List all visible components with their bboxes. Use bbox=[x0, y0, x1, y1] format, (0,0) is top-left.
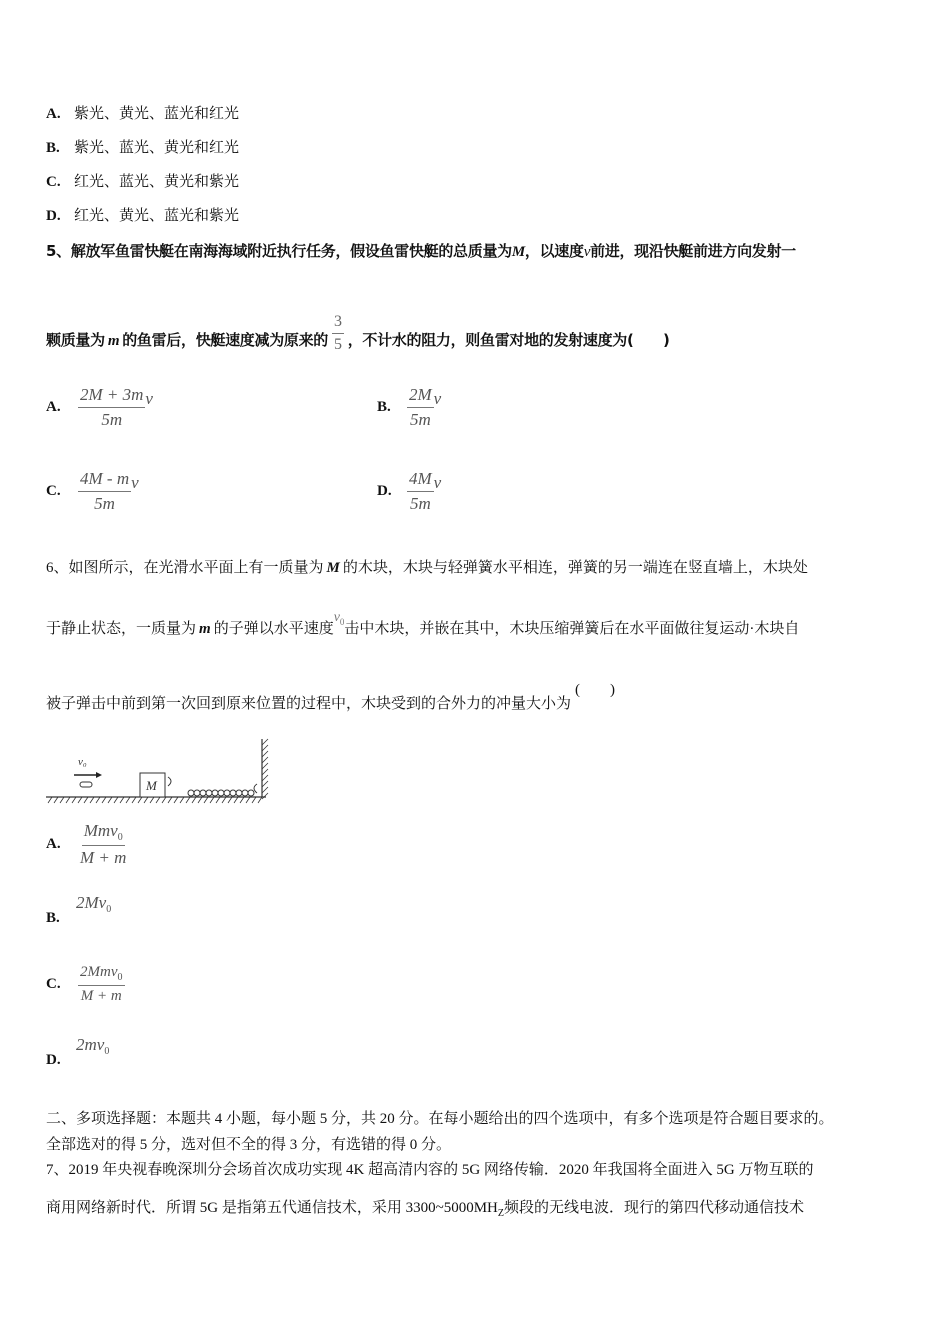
option-label: D. bbox=[46, 208, 61, 224]
v0-sub: 0 bbox=[339, 617, 345, 627]
frac-num: 4M - m bbox=[78, 469, 131, 492]
q4-option-c bbox=[46, 170, 239, 191]
q5-text: 的鱼雷后，快艇速度减为原来的 bbox=[122, 331, 328, 349]
option-label: B. bbox=[46, 910, 60, 926]
q5-option-c bbox=[46, 469, 139, 514]
expr-base: 2mv bbox=[76, 1035, 105, 1054]
q7-stem-line1: 7、2019 年央视春晚深圳分会场首次成功实现 4K 超高清内容的 5G 网络传输．2020 年我国将全面进入 5G 万物互联的 bbox=[46, 1162, 814, 1178]
option-label: D. bbox=[46, 1052, 61, 1068]
q4-option-a bbox=[46, 102, 239, 123]
var-v: v bbox=[433, 388, 442, 408]
answer-blank: ( ) bbox=[575, 682, 616, 698]
q6-figure bbox=[44, 735, 272, 807]
q6-text: 的子弹以水平速度 bbox=[213, 621, 334, 637]
frac-den: 5m bbox=[409, 410, 431, 429]
q6-option-c bbox=[46, 964, 125, 1005]
var-v0 bbox=[334, 610, 345, 625]
var-v: v bbox=[583, 244, 591, 260]
var-m: m bbox=[199, 621, 211, 637]
frac-num: 2M bbox=[407, 385, 434, 408]
option-fraction bbox=[407, 385, 434, 430]
frac-num bbox=[78, 964, 125, 986]
q6-stem-line3 bbox=[46, 682, 616, 713]
option-text: 红光、黄光、蓝光和紫光 bbox=[74, 208, 240, 224]
q5-text: 5、解放军鱼雷快艇在南海海域附近执行任务，假设鱼雷快艇的总质量为 bbox=[46, 242, 512, 260]
q5-stem-line2 bbox=[46, 300, 670, 353]
q6-text: 于静止状态，一质量为 bbox=[46, 621, 197, 637]
option-expr bbox=[76, 893, 111, 915]
option-text: 紫光、黄光、蓝光和红光 bbox=[74, 106, 240, 122]
num-base: Mmv bbox=[83, 821, 118, 840]
q5-option-b bbox=[377, 385, 441, 430]
expr-sub: 0 bbox=[104, 1046, 110, 1057]
q6-text: 的木块，木块与轻弹簧水平相连，弹簧的另一端连在竖直墙上，木块处 bbox=[342, 560, 808, 576]
option-fraction bbox=[407, 469, 434, 514]
option-label: A. bbox=[46, 106, 61, 122]
option-label: A. bbox=[46, 399, 61, 415]
q5-text: ，以速度 bbox=[524, 242, 584, 260]
var-v: v bbox=[131, 472, 139, 492]
q6-text: 击中木块，并嵌在其中，木块压缩弹簧后在水平面做往复运动·木块自 bbox=[344, 621, 800, 637]
q6-option-b bbox=[46, 893, 112, 927]
q6-option-a bbox=[46, 821, 128, 868]
var-M: M bbox=[511, 244, 525, 260]
frac-den: 5m bbox=[101, 410, 123, 429]
q5-option-a bbox=[46, 385, 153, 430]
section2-instructions-line1: 二、多项选择题：本题共 4 小题，每小题 5 分，共 20 分。在每小题给出的四个选项中，有多个选项是符合题目要求的。 bbox=[46, 1111, 834, 1127]
num-sub: 0 bbox=[117, 972, 123, 983]
frac-den: 5m bbox=[409, 494, 431, 513]
frac-den: 5 bbox=[334, 336, 342, 353]
v0-base: v bbox=[333, 610, 340, 625]
q5-text: ，不计水的阻力，则鱼雷对地的发射速度为( ) bbox=[347, 331, 670, 349]
frac-den: 5m bbox=[94, 494, 115, 513]
velocity-label: v₀ bbox=[78, 756, 87, 768]
q7-text: 频段的无线电波．现行的第四代移动通信技术 bbox=[503, 1200, 804, 1216]
option-expr bbox=[76, 1035, 109, 1057]
q6-option-d bbox=[46, 1035, 110, 1069]
option-label: D. bbox=[377, 483, 392, 499]
var-v: v bbox=[433, 472, 442, 492]
q5-text: 颗质量为 bbox=[46, 331, 105, 349]
q6-stem-line2 bbox=[46, 610, 800, 639]
frac-num: 2M + 3m bbox=[78, 385, 145, 408]
frac-num bbox=[82, 821, 125, 846]
section2-instructions-line2: 全部选对的得 5 分，选对但不全的得 3 分，有选错的得 0 分。 bbox=[46, 1137, 452, 1153]
expr-base: 2Mv bbox=[76, 893, 107, 912]
frac-den: M + m bbox=[80, 988, 122, 1004]
option-fraction bbox=[78, 385, 145, 430]
expr-sub: 0 bbox=[106, 904, 112, 915]
q5-stem-line1 bbox=[46, 240, 796, 261]
q7-stem-line2 bbox=[46, 1196, 804, 1219]
q4-option-b bbox=[46, 136, 239, 157]
var-v: v bbox=[145, 388, 153, 408]
q5-text: 前进，现沿快艇前进方向发射一 bbox=[590, 242, 796, 260]
q7-text: 商用网络新时代．所谓 5G 是指第五代通信技术，采用 3300~5000MH bbox=[46, 1200, 498, 1216]
option-label: C. bbox=[46, 976, 61, 992]
q6-text: 被子弹击中前到第一次回到原来位置的过程中，木块受到的合外力的冲量大小为 bbox=[46, 696, 572, 712]
q5-option-d bbox=[377, 469, 441, 514]
frac-num: 3 bbox=[332, 313, 344, 334]
option-fraction bbox=[78, 964, 125, 1005]
option-text: 紫光、蓝光、黄光和红光 bbox=[74, 140, 240, 156]
option-label: C. bbox=[46, 483, 61, 499]
frac-num: 4M bbox=[407, 469, 434, 492]
q6-stem-line1 bbox=[46, 556, 808, 577]
q4-option-d bbox=[46, 204, 239, 225]
option-label: C. bbox=[46, 174, 61, 190]
option-label: A. bbox=[46, 836, 61, 852]
option-fraction bbox=[78, 469, 131, 514]
num-base: 2Mmv bbox=[80, 964, 118, 980]
q6-text: 6、如图所示，在光滑水平面上有一质量为 bbox=[46, 560, 324, 576]
fraction-3-5 bbox=[332, 313, 344, 354]
num-sub: 0 bbox=[117, 832, 123, 843]
block-label: M bbox=[146, 778, 157, 793]
frac-den: M + m bbox=[80, 848, 127, 867]
option-text: 红光、蓝光、黄光和紫光 bbox=[74, 174, 240, 190]
unit-sub: Z bbox=[497, 1208, 504, 1219]
option-fraction bbox=[78, 821, 128, 868]
option-label: B. bbox=[377, 399, 391, 415]
block-spring-diagram bbox=[44, 735, 272, 807]
option-label: B. bbox=[46, 140, 60, 156]
var-m: m bbox=[107, 333, 120, 349]
var-M: M bbox=[326, 560, 340, 576]
